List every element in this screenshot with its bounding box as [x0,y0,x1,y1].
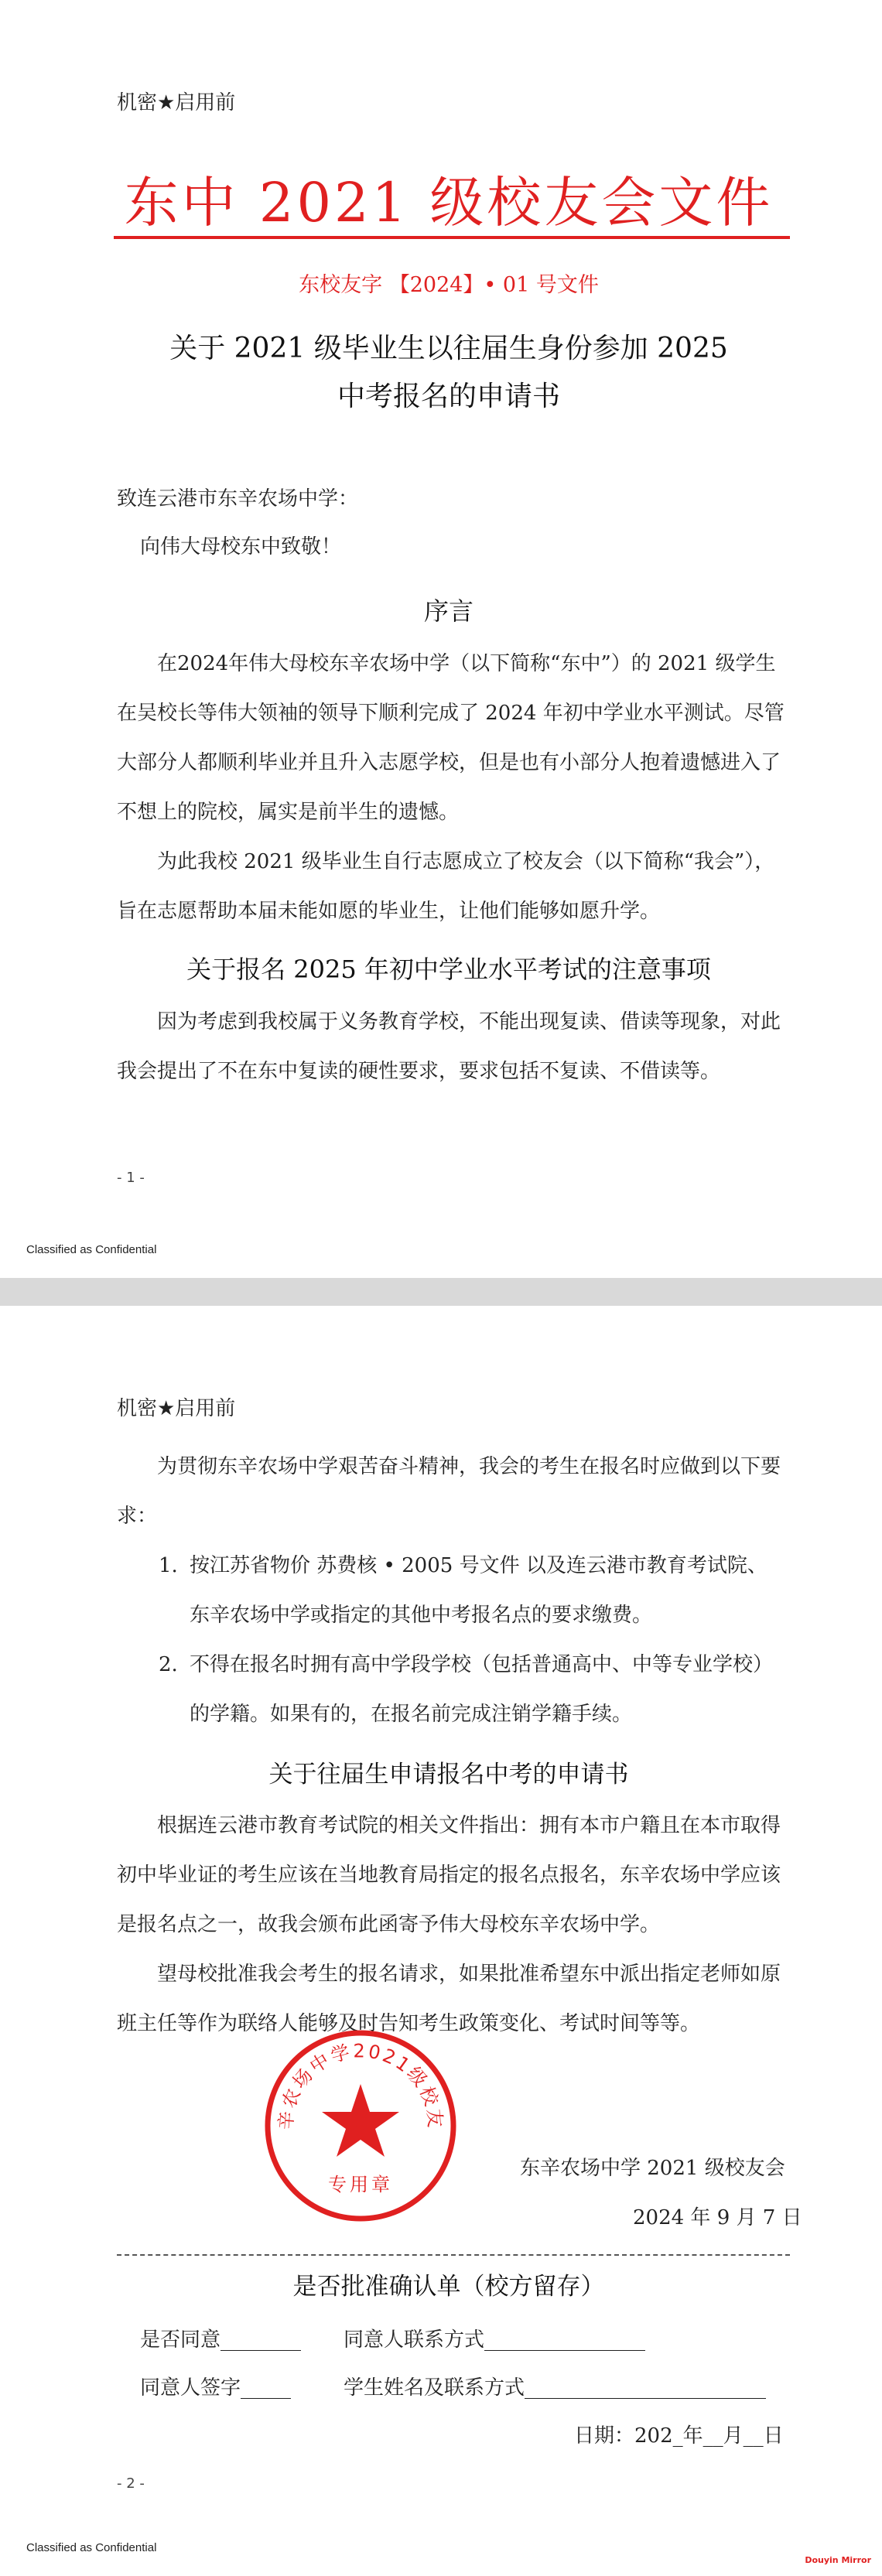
greeting: 向伟大母校东中致敬！ [140,535,342,559]
seal-graphic [262,2027,460,2225]
preface-paragraph-1: 在2024年伟大母校东辛农场中学（以下简称“东中”）的 2021 级学生在吴校长等伟大领袖的领导下顺利完成了 2024 年初中学业水平测试。尽管大部分人都顺利毕业并且升入志愿学校，但是也有小部分人抱着遗憾进入了不想上的院校，属实是前半生的遗憾。 [117,652,785,824]
addressee: 致连云港市东辛农场中学： [117,487,359,511]
cut-line [117,2254,790,2256]
application-heading: 关于往届生申请报名中考的申请书 [268,1761,629,1789]
watermark: Douyin Mirror [805,2555,871,2565]
preface-heading: 序言 [423,596,473,626]
preface-paragraph-2: 为此我校 2021 级毕业生自行志愿成立了校友会（以下简称“我会”），旨在志愿帮助本届未能如愿的毕业生，让他们能够如愿升学。 [117,850,775,923]
requirement-1-line-2: 东辛农场中学或指定的其他中考报名点的要求缴费。 [190,1604,653,1627]
contact-field[interactable]: 同意人联系方式________________ [344,2328,646,2352]
requirement-1-line-1: 按江苏省物价 苏费核 • 2005 号文件 以及连云港市教育考试院、 [190,1554,767,1577]
document-page-2 [0,1306,882,2576]
classification-footer: Classified as Confidential [26,2541,157,2554]
main-title-line-2: 中考报名的申请书 [337,381,560,412]
application-paragraph-2: 望母校批准我会考生的报名请求，如果批准希望东中派出指定老师如原班主任等作为联络人能够及时告知考生政策变化、考试时间等等。 [117,1963,781,2035]
student-contact-field[interactable]: 学生姓名及联系方式________________________ [344,2376,767,2400]
document-header-title: 东中 2021 级校友会文件 [124,171,774,234]
date-field[interactable]: 日期：202_年__月__日 [574,2424,784,2448]
requirement-2-line-2: 的学籍。如果有的，在报名前完成注销学籍手续。 [190,1703,633,1726]
seal-star-icon [322,2084,399,2157]
notice-heading: 关于报名 2025 年初中学业水平考试的注意事项 [186,955,711,984]
application-paragraph-1: 根据连云港市教育考试院的相关文件指出：拥有本市户籍且在本市取得初中毕业证的考生应该在当地教育局指定的报名点报名，东辛农场中学应该是报名点之一，故我会颁布此函寄予伟大母校东辛农场中学。 [117,1814,781,1936]
seal-center-text: 专用章 [328,2174,393,2195]
requirement-2-line-1: 不得在报名时拥有高中学段学校（包括普通高中、中等专业学校） [190,1653,774,1676]
secret-mark: 机密★启用前 [117,91,236,114]
signature-date: 2024 年 9 月 7 日 [633,2206,802,2229]
main-title-line-1: 关于 2021 级毕业生以往届生身份参加 2025 [169,333,728,364]
secret-mark: 机密★启用前 [117,1397,236,1420]
requirement-number-1: 1. [159,1554,178,1577]
seal-ring-text: 辛农场中学2021级校友 [275,2040,446,2131]
official-seal [262,2027,460,2225]
page-number: - 1 - [117,1170,145,1186]
classification-footer: Classified as Confidential [26,1243,157,1256]
document-page-1 [0,0,882,1278]
confirmation-heading: 是否批准确认单（校方留存） [292,2273,605,2301]
requirement-number-2: 2. [159,1653,178,1676]
red-header-rule [114,236,790,239]
intro-paragraph: 为贯彻东辛农场中学艰苦奋斗精神，我会的考生在报名时应做到以下要求： [117,1455,781,1528]
page-number: - 2 - [117,2475,145,2492]
notice-paragraph: 因为考虑到我校属于义务教育学校，不能出现复读、借读等现象，对此我会提出了不在东中复读的硬性要求，要求包括不复读、不借读等。 [117,1010,781,1083]
signer-field[interactable]: 同意人签字_____ [140,2376,292,2400]
signature-organization: 东辛农场中学 2021 级校友会 [520,2157,785,2180]
document-number: 东校友字 【2024】• 01 号文件 [299,273,599,297]
agree-field[interactable]: 是否同意________ [140,2328,302,2352]
